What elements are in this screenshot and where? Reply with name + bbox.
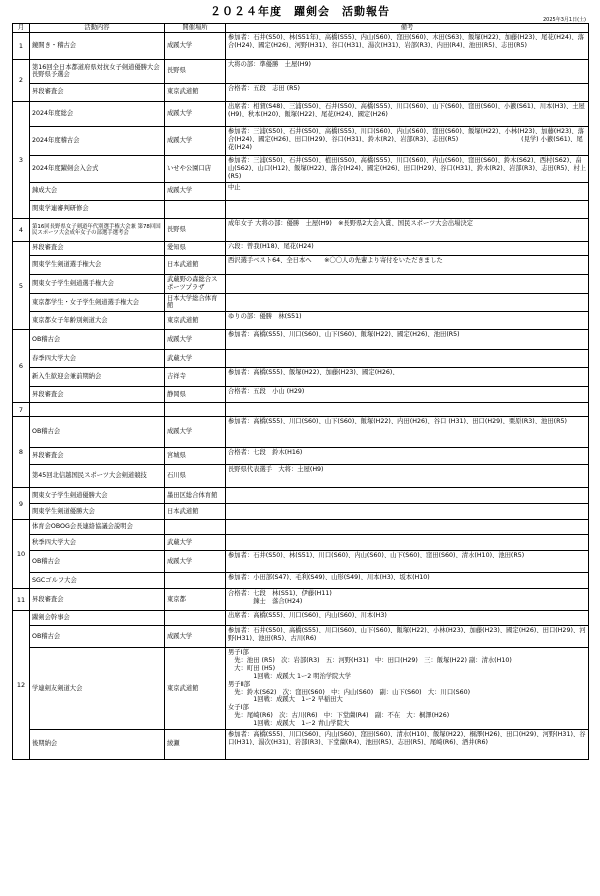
table-row <box>13 32 589 59</box>
notes-cell: 参加者：三浦(S50)、石井(S50)、高橋(S55)、川口(S60)、内山(S60)、窪田(S60)、飯塚(H22)、小林(H23)、加藤(H23)、落合(H24)、國定(H26)、田口(H29)、谷口(H31)、鈴木(R2)、岩部(R3)、志田(R5) (見学) 小籔(S61)、尾花(H24) <box>226 126 589 155</box>
event-cell: OB稽古会 <box>30 551 165 573</box>
table-row <box>13 293 589 312</box>
table-row <box>13 448 589 465</box>
event-cell: OB稽古会 <box>30 626 165 648</box>
notes-cell <box>226 403 589 417</box>
table-row <box>13 417 589 448</box>
notes-cell: 出席者：高橋(S55)、川口(S60)、内山(S60)、川本(H3) <box>226 611 589 626</box>
place-cell: 武蔵野の森総合スポーツプラザ <box>165 274 226 293</box>
table-row <box>13 387 589 403</box>
table-row <box>13 403 589 417</box>
month-cell: 10 <box>13 520 30 589</box>
table-row <box>13 504 589 520</box>
place-cell: 愛知県 <box>165 241 226 255</box>
table-row <box>13 465 589 488</box>
table-row <box>13 488 589 504</box>
notes-cell <box>226 488 589 504</box>
event-cell: 学連剣友剣道大会 <box>30 648 165 730</box>
event-cell: OB稽古会 <box>30 417 165 448</box>
place-cell: 日本大学総合体育館 <box>165 293 226 312</box>
table-row <box>13 241 589 255</box>
place-cell: 成蹊大学 <box>165 330 226 350</box>
month-cell: 12 <box>13 611 30 760</box>
header-row <box>13 24 589 33</box>
notes-cell: 大将の部：準優勝 土屋(H9) <box>226 59 589 83</box>
place-cell: 日本武道館 <box>165 255 226 274</box>
event-cell: 春季四大学大会 <box>30 350 165 368</box>
event-cell: 2024年度総会 <box>30 101 165 126</box>
month-cell: 8 <box>13 417 30 488</box>
event-cell: 関東女子学生剣道優勝大会 <box>30 488 165 504</box>
place-cell: 長野県 <box>165 218 226 241</box>
event-cell: 昇段審査会 <box>30 589 165 611</box>
place-cell <box>165 200 226 218</box>
header-place: 開催場所 <box>165 24 226 33</box>
month-cell: 11 <box>13 589 30 611</box>
notes-cell: 合格者：七段 林(S51)、伊藤(H11) 錬士 落合(H24) <box>226 589 589 611</box>
table-row <box>13 729 589 759</box>
notes-cell: 男子Ⅰ部 先：池田 (R5) 次：岩部(R3) 五：河野(H31) 中：田口(H29) 三：飯塚(H22) 副：清水(H10) 大：町田 (H5) 1回戦：成蹊大 1ー2 明治学院大学 男子Ⅱ部 先：鈴木(S62) 次：窪田(S60) 中：内山(S60) 副：山下(S60) 大：川口(S60) 1回戦：成蹊大 1ー2 早稲田大 女子Ⅰ部 先：尾崎(R6) 次：古川(R6) 中：下堂薗(R4) 副：不在 大：桐澤(H26) 1回戦：成蹊大 1ー2 青山学院大 <box>226 648 589 730</box>
event-cell: 関東学生剣道優勝大会 <box>30 504 165 520</box>
place-cell: 長野県 <box>165 59 226 83</box>
month-cell: 2 <box>13 59 30 101</box>
notes-cell <box>226 504 589 520</box>
table-row <box>13 573 589 589</box>
table-row <box>13 648 589 730</box>
event-cell: 体育会OBOG会長連絡協議会説明会 <box>30 520 165 535</box>
notes-cell <box>226 350 589 368</box>
month-cell: 3 <box>13 101 30 218</box>
place-cell: 日本武道館 <box>165 504 226 520</box>
place-cell <box>165 573 226 589</box>
event-cell: 錬成大会 <box>30 182 165 200</box>
notes-cell: 長野県代表選手 大将：土屋(H9) <box>226 465 589 488</box>
event-cell: 関東学連審判研修会 <box>30 200 165 218</box>
place-cell <box>165 403 226 417</box>
table-row <box>13 535 589 551</box>
place-cell <box>165 611 226 626</box>
table-row <box>13 200 589 218</box>
notes-cell <box>226 520 589 535</box>
event-cell: 新入生歓迎会兼前期納会 <box>30 368 165 387</box>
event-cell: 2024年度稽古会 <box>30 126 165 155</box>
place-cell: 成蹊大学 <box>165 182 226 200</box>
month-cell: 5 <box>13 241 30 329</box>
notes-cell: 合格者：五段 志田 (R5) <box>226 83 589 101</box>
notes-cell: 参加者：石井(S50)、林(S51年)、高橋(S55)、内山(S60)、窪田(S60)、木田(S63)、飯塚(H22)、加藤(H23)、尾花(H24)、落合(H24)、國定(H26)、河野(H31)、谷口(H31)、湯次(H31)、岩部(R3)、内田(R4)、池田(R5)、志田(R5) <box>226 32 589 59</box>
place-cell: 東京武道館 <box>165 312 226 330</box>
table-row <box>13 83 589 101</box>
event-cell: 昇段審査会 <box>30 448 165 465</box>
notes-cell: 参加者：高橋(S55)、飯塚(H22)、加藤(H23)、國定(H26)、 <box>226 368 589 387</box>
event-cell: 第16回全日本都道府県対抗女子剣道優勝大会長野県予選会 <box>30 59 165 83</box>
month-cell: 1 <box>13 32 30 59</box>
month-cell: 9 <box>13 488 30 520</box>
event-cell: 第45回北信越国民スポーツ大会剣道競技 <box>30 465 165 488</box>
month-cell: 6 <box>13 330 30 403</box>
month-cell: 7 <box>13 403 30 417</box>
table-row <box>13 350 589 368</box>
place-cell: 石川県 <box>165 465 226 488</box>
notes-cell: 六段：曽我(H18)、尾花(H24) <box>226 241 589 255</box>
notes-cell: 参加者：小田部(S47)、毛利(S49)、山形(S49)、川本(H3)、坂本(H10) <box>226 573 589 589</box>
event-cell: 東京都学生・女子学生剣道選手権大会 <box>30 293 165 312</box>
notes-cell: 参加者：三浦(S50)、石井(S50)、植田(S50)、高橋(S55)、川口(S60)、内山(S60)、窪田(S60)、鈴木(S62)、西村(S62)、畠山(S62)、山口(H12)、飯塚(H22)、落合(H24)、國定(H26)、田口(H29)、谷口(H31)、鈴木(R2)、岩部(R3)、志田(R5)、村上(R5) <box>226 155 589 182</box>
table-row <box>13 155 589 182</box>
header-event: 活動内容 <box>30 24 165 33</box>
table-row <box>13 182 589 200</box>
notes-cell <box>226 274 589 293</box>
table-row <box>13 59 589 83</box>
place-cell: 綾瀬 <box>165 729 226 759</box>
place-cell: 成蹊大学 <box>165 626 226 648</box>
event-cell: SGCゴルフ大会 <box>30 573 165 589</box>
notes-cell <box>226 200 589 218</box>
place-cell: 成蹊大学 <box>165 32 226 59</box>
place-cell: 武蔵大学 <box>165 535 226 551</box>
table-row <box>13 126 589 155</box>
report-title: ２０２４年度 躍剣会 活動報告 <box>210 5 390 18</box>
table-row <box>13 255 589 274</box>
event-cell: 関東学生剣道選手権大会 <box>30 255 165 274</box>
notes-cell <box>226 535 589 551</box>
activity-table <box>12 23 589 760</box>
event-cell: 東京都女子年齢別剣道大会 <box>30 312 165 330</box>
event-cell: 秋季四大学大会 <box>30 535 165 551</box>
event-cell: OB稽古会 <box>30 330 165 350</box>
table-row <box>13 626 589 648</box>
notes-cell <box>226 293 589 312</box>
place-cell <box>165 520 226 535</box>
place-cell: 成蹊大学 <box>165 551 226 573</box>
table-row <box>13 274 589 293</box>
report-date: 2025年3月1日(土) <box>543 17 586 23</box>
notes-cell: 成年女子 大将の部：優勝 土屋(H9) ※長野県2大会入賞、国民スポーツ大会出場決定 <box>226 218 589 241</box>
event-cell: 躍剣会幹事会 <box>30 611 165 626</box>
place-cell: 東京都 <box>165 589 226 611</box>
notes-cell: ゆりの部：優勝 林(S51) <box>226 312 589 330</box>
event-cell: 昇段審査会 <box>30 83 165 101</box>
event-cell: 第16回長野県女子剣道年代別選手権大会兼 第78回国民スポーツ大会成年女子の部選手選考会 <box>30 218 165 241</box>
place-cell: 成蹊大学 <box>165 101 226 126</box>
notes-cell: 参加者：高橋(S55)、川口(S60)、山下(S60)、飯塚(H22)、國定(H26)、池田(R5) <box>226 330 589 350</box>
event-cell: 2024年度躍剣会入会式 <box>30 155 165 182</box>
event-cell: 昇段審査会 <box>30 241 165 255</box>
place-cell: 東京武道館 <box>165 648 226 730</box>
table-row <box>13 312 589 330</box>
notes-cell: 出席者：相賀(S48)、三浦(S50)、石井(S50)、高橋(S55)、川口(S60)、山下(S60)、窪田(S60)、小籔(S61)、川本(H3)、土屋(H9)、秋本(H20)、飯塚(H22)、尾花(H24)、國定(H26) <box>226 101 589 126</box>
event-cell <box>30 403 165 417</box>
header-month: 月 <box>13 24 30 33</box>
table-row <box>13 330 589 350</box>
notes-cell: 参加者：石井(S50)、高橋(S55)、川口(S60)、山下(S60)、飯塚(H22)、小林(H23)、加藤(H23)、國定(H26)、田口(H29)、河野(H31)、池田(R5)、古川(R6) <box>226 626 589 648</box>
event-cell: 後期納会 <box>30 729 165 759</box>
place-cell: 静岡県 <box>165 387 226 403</box>
table-row <box>13 551 589 573</box>
header-notes: 備考 <box>226 24 589 33</box>
place-cell: 成蹊大学 <box>165 417 226 448</box>
notes-cell: 合格者：五段 小山 (H29) <box>226 387 589 403</box>
notes-cell: 中止 <box>226 182 589 200</box>
place-cell: 宮城県 <box>165 448 226 465</box>
event-cell: 鏡開き・稽古会 <box>30 32 165 59</box>
table-row <box>13 368 589 387</box>
place-cell: 東京武道館 <box>165 83 226 101</box>
event-cell: 昇段審査会 <box>30 387 165 403</box>
table-row <box>13 589 589 611</box>
table-row <box>13 218 589 241</box>
notes-cell: 参加者：石井(S50)、林(S51)、川口(S60)、内山(S60)、山下(S60)、窪田(S60)、清水(H10)、池田(R5) <box>226 551 589 573</box>
place-cell: 成蹊大学 <box>165 126 226 155</box>
month-cell: 4 <box>13 218 30 241</box>
table-row <box>13 101 589 126</box>
notes-cell: 参加者：高橋(S55)、川口(S60)、内山(S60)、窪田(S60)、清水(H10)、飯塚(H22)、桐澤(H26)、田口(H29)、河野(H31)、谷口(H31)、湯次(H31)、岩部(R3)、下堂薗(R4)、池田(R5)、志田(R5)、尾崎(R6)、酒井(R6) <box>226 729 589 759</box>
place-cell: いせや公園口店 <box>165 155 226 182</box>
place-cell: 吉祥寺 <box>165 368 226 387</box>
notes-cell: 参加者：高橋(S55)、川口(S60)、山下(S60)、飯塚(H22)、内田(H26)、谷口 (H31)、田口(H29)、栗原(R3)、池田(R5) <box>226 417 589 448</box>
event-cell: 関東女子学生剣道選手権大会 <box>30 274 165 293</box>
notes-cell: 西沢選手ベスト64、全日本へ ※〇〇人の先輩より寄付をいただきました <box>226 255 589 274</box>
place-cell: 墨田区総合体育館 <box>165 488 226 504</box>
table-row <box>13 611 589 626</box>
notes-cell: 合格者：七段 鈴木(H16) <box>226 448 589 465</box>
table-body <box>13 32 589 759</box>
table-row <box>13 520 589 535</box>
place-cell: 武蔵大学 <box>165 350 226 368</box>
